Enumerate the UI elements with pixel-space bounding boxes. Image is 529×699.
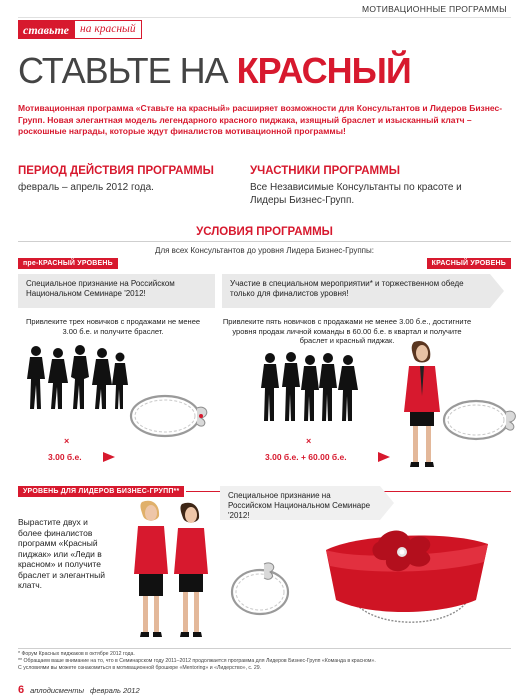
leaders-box-tip (380, 486, 394, 520)
red-price: 3.00 б.е. + 60.00 б.е. (265, 452, 347, 462)
leaders-condition: Вырастите двух и более финалистов программ «Красный пиджак» или «Леди в красном» и получите браслет и элегантный клатч. (18, 517, 105, 590)
pre-red-bracelet-image (125, 388, 213, 443)
leaders-reward-box: Специальное признание на Российском Национальном Семинаре '2012! (220, 486, 380, 520)
issue-date: февраль 2012 (90, 686, 140, 695)
section-label: МОТИВАЦИОННЫЕ ПРОГРАММЫ (361, 4, 507, 14)
period-heading: ПЕРИОД ДЕЙСТВИЯ ПРОГРАММЫ (18, 165, 214, 177)
participants-heading: УЧАСТНИКИ ПРОГРАММЫ (250, 165, 400, 177)
pre-red-reward-box: Специальное признание на Российском Национальном Семинаре '2012! (18, 274, 215, 308)
intro-text: Мотивационная программа «Ставьте на красный» расширяет возможности для Консультантов и Лидеров Бизнес-Групп. Новая элегантная модель легендарного красного пиджака, изящный браслет и изысканный клатч – роскошные награды, которые ждут финалистов мотивационной программы! (18, 103, 503, 136)
leaders-bracelet-image (224, 560, 302, 620)
footnote-1: * Форум Красных пиджаков в октябре 2012 года. (18, 651, 135, 657)
conditions-heading: УСЛОВИЯ ПРОГРАММЫ (196, 226, 333, 238)
period-text: февраль – апрель 2012 года. (18, 182, 154, 193)
red-silhouettes (258, 352, 362, 422)
red-reward-box: Участие в специальном мероприятии* и торжественном обеде только для финалистов уровня! (222, 274, 490, 308)
pre-red-silhouettes (22, 345, 130, 410)
red-multiplier: × (306, 436, 312, 446)
campaign-logo (18, 20, 142, 39)
footnote-3: С условиями вы можете ознакомиться в мотивационной брошюре «Mentoring» и «Лидерство», с. 29. (18, 665, 262, 671)
footnote-2: ** Обращаем ваше внимание на то, что в Семинарском году 2011–2012 продолжается программа для Лидеров Бизнес-Групп «Команда в красном». (18, 658, 376, 664)
title-part-1: СТАВЬТЕ НА (18, 50, 237, 91)
page-footer (18, 684, 140, 696)
red-condition: Привлеките пять новичков с продажами не менее 3.00 б.е., достигните уровня продаж личной команды в 60.00 б.е. в квартал и получите браслет и красный пиджак. (222, 317, 472, 345)
magazine-name: аплодисменты (30, 686, 85, 695)
logo-word-1: ставьте (18, 20, 74, 39)
box-arrow-tip (490, 274, 504, 308)
header-rule (18, 17, 511, 18)
footnotes (18, 651, 508, 672)
leaders-models-image (132, 500, 216, 640)
pre-red-arrow-icon (103, 452, 115, 462)
conditions-rule (18, 241, 511, 242)
footnote-rule (18, 648, 511, 649)
pre-red-level-tag: пре-КРАСНЫЙ УРОВЕНЬ (18, 258, 118, 269)
leaders-level-tag: УРОВЕНЬ ДЛЯ ЛИДЕРОВ БИЗНЕС-ГРУПП** (18, 486, 184, 497)
title-part-2: КРАСНЫЙ (236, 50, 411, 91)
red-bracelet-image (438, 394, 520, 446)
conditions-subheading: Для всех Консультантов до уровня Лидера Бизнес-Группы: (155, 246, 374, 255)
participants-text: Все Независимые Консультанты по красоте и Лидеры Бизнес-Групп. (250, 182, 462, 206)
red-clutch-image (318, 520, 494, 640)
red-level-tag: КРАСНЫЙ УРОВЕНЬ (427, 258, 511, 269)
logo-word-2: на красный (74, 20, 142, 39)
red-arrow-icon (378, 452, 390, 462)
pre-red-multiplier: × (64, 436, 70, 446)
page-number: 6 (18, 684, 25, 696)
pre-red-condition: Привлеките трех новичков с продажами не менее 3.00 б.е. и получите браслет. (25, 317, 201, 336)
pre-red-price: 3.00 б.е. (48, 452, 82, 462)
page-title (18, 51, 411, 91)
